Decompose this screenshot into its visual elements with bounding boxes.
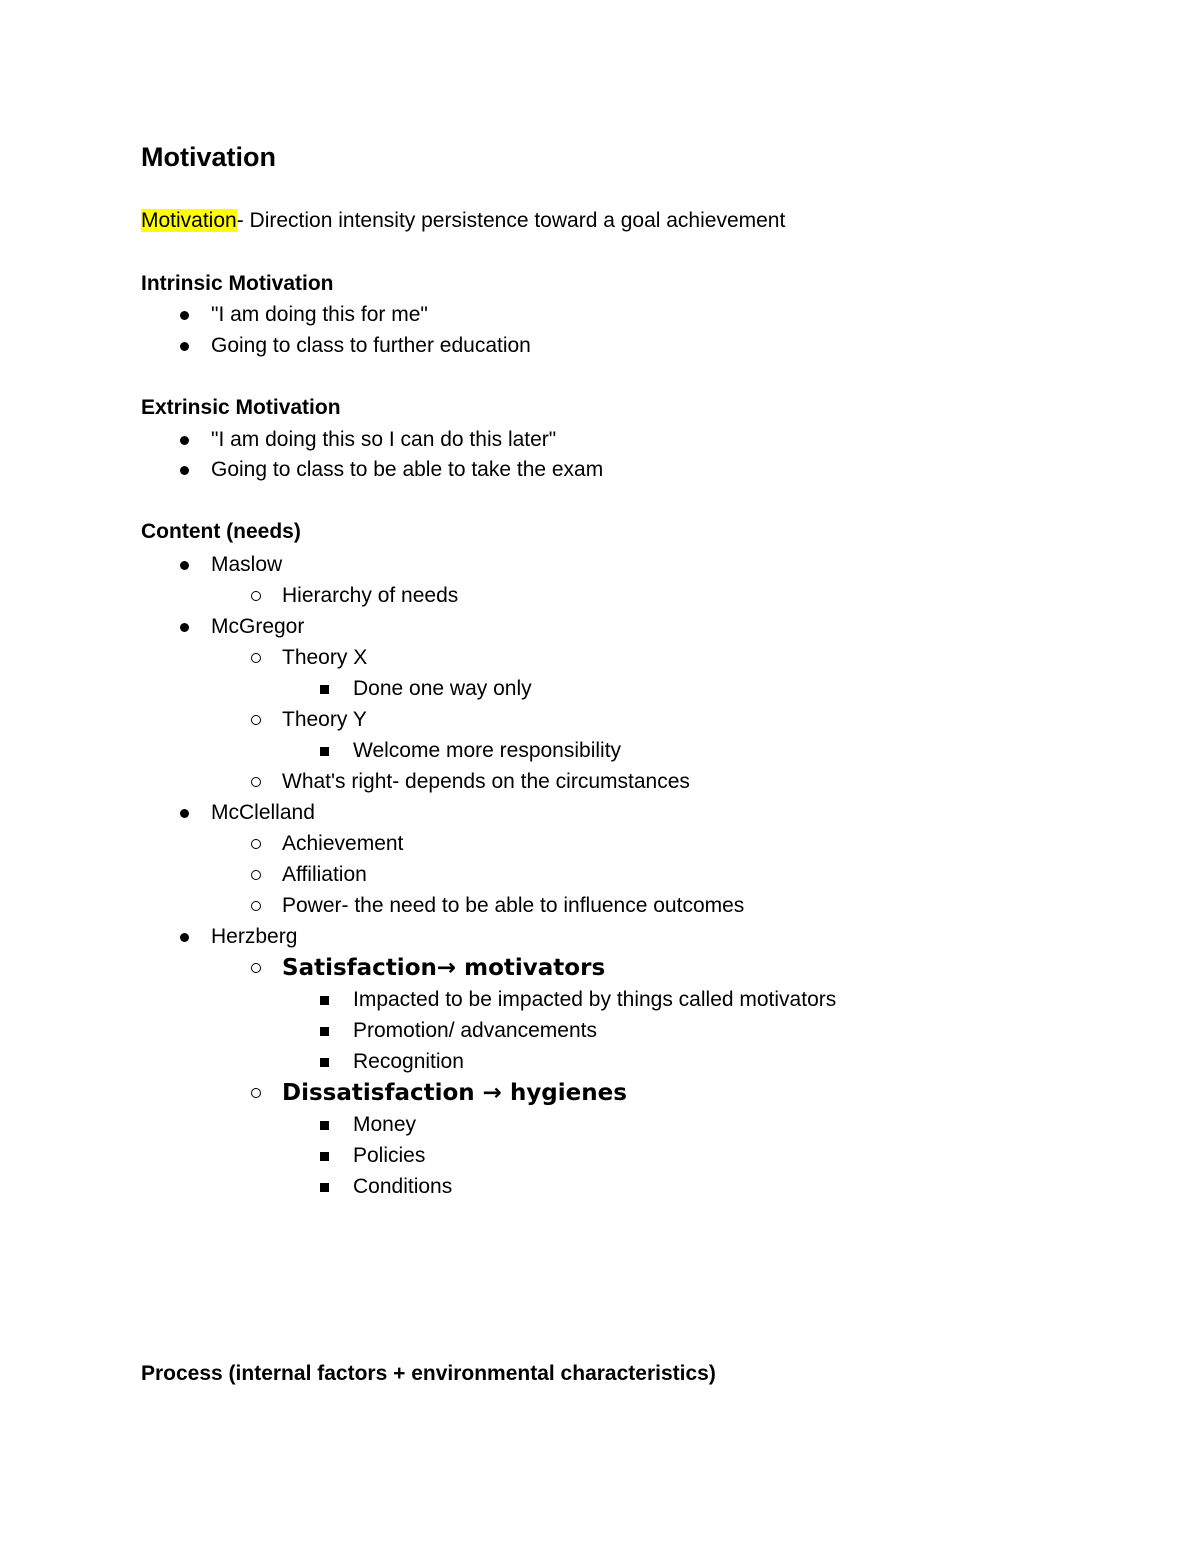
bullet-circle-icon bbox=[251, 591, 261, 601]
bullet-disc-icon bbox=[180, 561, 189, 570]
bullet-square-icon bbox=[320, 685, 329, 694]
bullet-circle-icon bbox=[251, 901, 261, 911]
document-page: Motivation Motivation- Direction intensity persistence toward a goal achievement Intrinsic Motivation "I am doing this for me" Going to class to further education Extrinsic Motivation "I am doing this so I can do this later" Going to class to be able to take the exam Content (needs) Maslow Hierarchy of needs McGregor Theory X Done one way only Theory Y Welcome more responsibility What's right- depends on the circumstances McClelland Achievement Affiliation Power- the need to be able to influence outcomes Herzberg Satisfaction→ motivators Impacted to be impacted by things called motivators Promotion/ advancements Recognition Dissatisfaction → hygienes Money Policies Conditions Process (internal factors + environmental characteristics) bbox=[0, 0, 1200, 1553]
bullet-disc-icon bbox=[180, 466, 189, 475]
bullet-square-icon bbox=[320, 747, 329, 756]
bullet-disc-icon bbox=[180, 623, 189, 632]
dissatisfaction-label: Dissatisfaction → hygienes bbox=[282, 1080, 627, 1106]
intrinsic-heading: Intrinsic Motivation bbox=[141, 272, 334, 295]
bullet-square-icon bbox=[320, 1152, 329, 1161]
bullet-disc-icon bbox=[180, 436, 189, 445]
bullet-disc-icon bbox=[180, 342, 189, 351]
definition-line bbox=[141, 207, 785, 235]
bullet-circle-icon bbox=[251, 1088, 261, 1098]
page-title: Motivation bbox=[141, 142, 276, 172]
process-heading: Process (internal factors + environmental characteristics) bbox=[141, 1362, 716, 1385]
bullet-circle-icon bbox=[251, 963, 261, 973]
definition-text: - Direction intensity persistence toward a goal achievement bbox=[236, 209, 786, 232]
bullet-disc-icon bbox=[180, 933, 189, 942]
bullet-circle-icon bbox=[251, 839, 261, 849]
bullet-circle-icon bbox=[251, 870, 261, 880]
bullet-square-icon bbox=[320, 1027, 329, 1036]
bullet-disc-icon bbox=[180, 809, 189, 818]
content-heading: Content (needs) bbox=[141, 520, 301, 543]
satisfaction-label: Satisfaction→ motivators bbox=[282, 955, 606, 981]
bullet-square-icon bbox=[320, 1121, 329, 1130]
bullet-circle-icon bbox=[251, 653, 261, 663]
extrinsic-heading: Extrinsic Motivation bbox=[141, 396, 341, 419]
bullet-circle-icon bbox=[251, 715, 261, 725]
bullet-square-icon bbox=[320, 1183, 329, 1192]
highlighted-term: Motivation bbox=[141, 209, 237, 232]
bullet-square-icon bbox=[320, 1058, 329, 1067]
bullet-circle-icon bbox=[251, 777, 261, 787]
bullet-disc-icon bbox=[180, 311, 189, 320]
bullet-square-icon bbox=[320, 996, 329, 1005]
